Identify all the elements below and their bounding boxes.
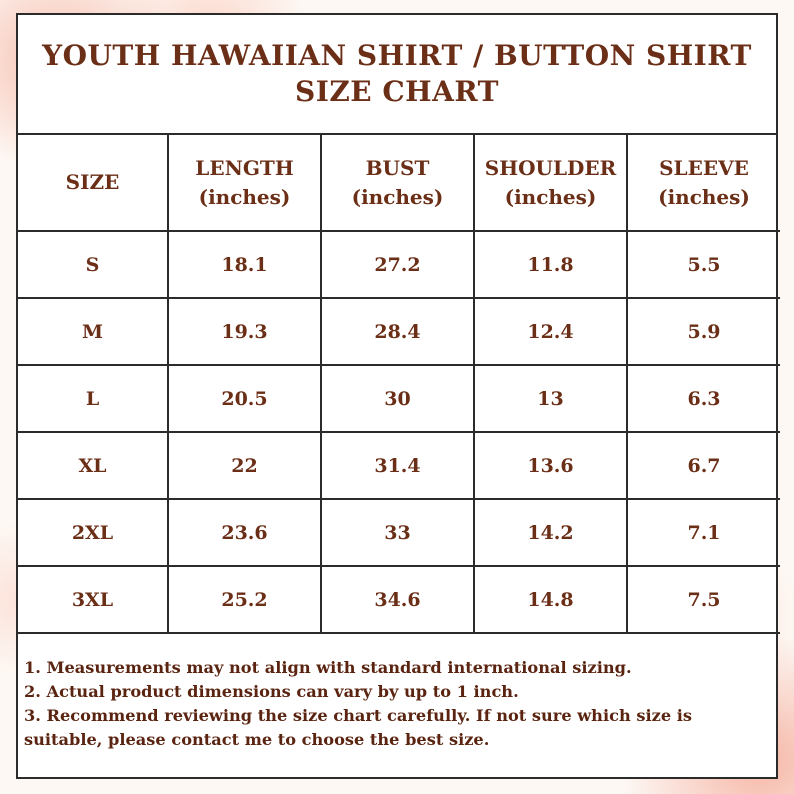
size-chart-sheet [16,13,778,779]
cell-sleeve: 6.3 [627,365,780,432]
cell-length: 18.1 [168,231,321,298]
cell-bust: 31.4 [321,432,474,499]
cell-shoulder: 13.6 [474,432,627,499]
header-label: LENGTH [195,155,294,180]
cell-sleeve: 5.9 [627,298,780,365]
header-unit: (inches) [504,184,597,209]
chart-title-line-2: SIZE CHART [295,75,499,108]
cell-bust: 30 [321,365,474,432]
note-item: 3. Recommend reviewing the size chart carefully. If not sure which size is suitable, please contact me to choose the best size. [24,706,693,749]
header-shoulder [474,135,627,231]
cell-length: 23.6 [168,499,321,566]
cell-sleeve: 6.7 [627,432,780,499]
cell-length: 20.5 [168,365,321,432]
table-row [18,298,780,365]
cell-length: 25.2 [168,566,321,633]
table-row [18,365,780,432]
cell-size: 2XL [18,499,168,566]
table-row [18,499,780,566]
notes-section [18,634,776,752]
cell-size: XL [18,432,168,499]
header-bust [321,135,474,231]
header-sleeve [627,135,780,231]
cell-length: 19.3 [168,298,321,365]
table-header-row [18,135,780,231]
table-row [18,432,780,499]
chart-title [18,15,776,135]
note-item: 1. Measurements may not align with standard international sizing. [24,658,632,677]
header-label: SHOULDER [484,155,617,180]
cell-bust: 33 [321,499,474,566]
chart-title-line-1: YOUTH HAWAIIAN SHIRT / BUTTON SHIRT [42,39,752,72]
cell-shoulder: 14.2 [474,499,627,566]
cell-sleeve: 5.5 [627,231,780,298]
header-label: SIZE [65,170,120,194]
cell-shoulder: 11.8 [474,231,627,298]
table-row [18,566,780,633]
cell-sleeve: 7.5 [627,566,780,633]
note-item: 2. Actual product dimensions can vary by up to 1 inch. [24,682,519,701]
table-row [18,231,780,298]
cell-size: 3XL [18,566,168,633]
cell-bust: 34.6 [321,566,474,633]
header-length [168,135,321,231]
cell-bust: 28.4 [321,298,474,365]
cell-shoulder: 13 [474,365,627,432]
cell-size: S [18,231,168,298]
header-unit: (inches) [658,184,750,209]
header-label: BUST [365,155,430,180]
cell-size: M [18,298,168,365]
cell-bust: 27.2 [321,231,474,298]
header-unit: (inches) [351,184,444,209]
cell-sleeve: 7.1 [627,499,780,566]
header-label: SLEEVE [659,155,749,180]
cell-size: L [18,365,168,432]
header-unit: (inches) [198,184,291,209]
cell-length: 22 [168,432,321,499]
cell-shoulder: 12.4 [474,298,627,365]
size-table [18,135,780,634]
cell-shoulder: 14.8 [474,566,627,633]
header-size [18,135,168,231]
